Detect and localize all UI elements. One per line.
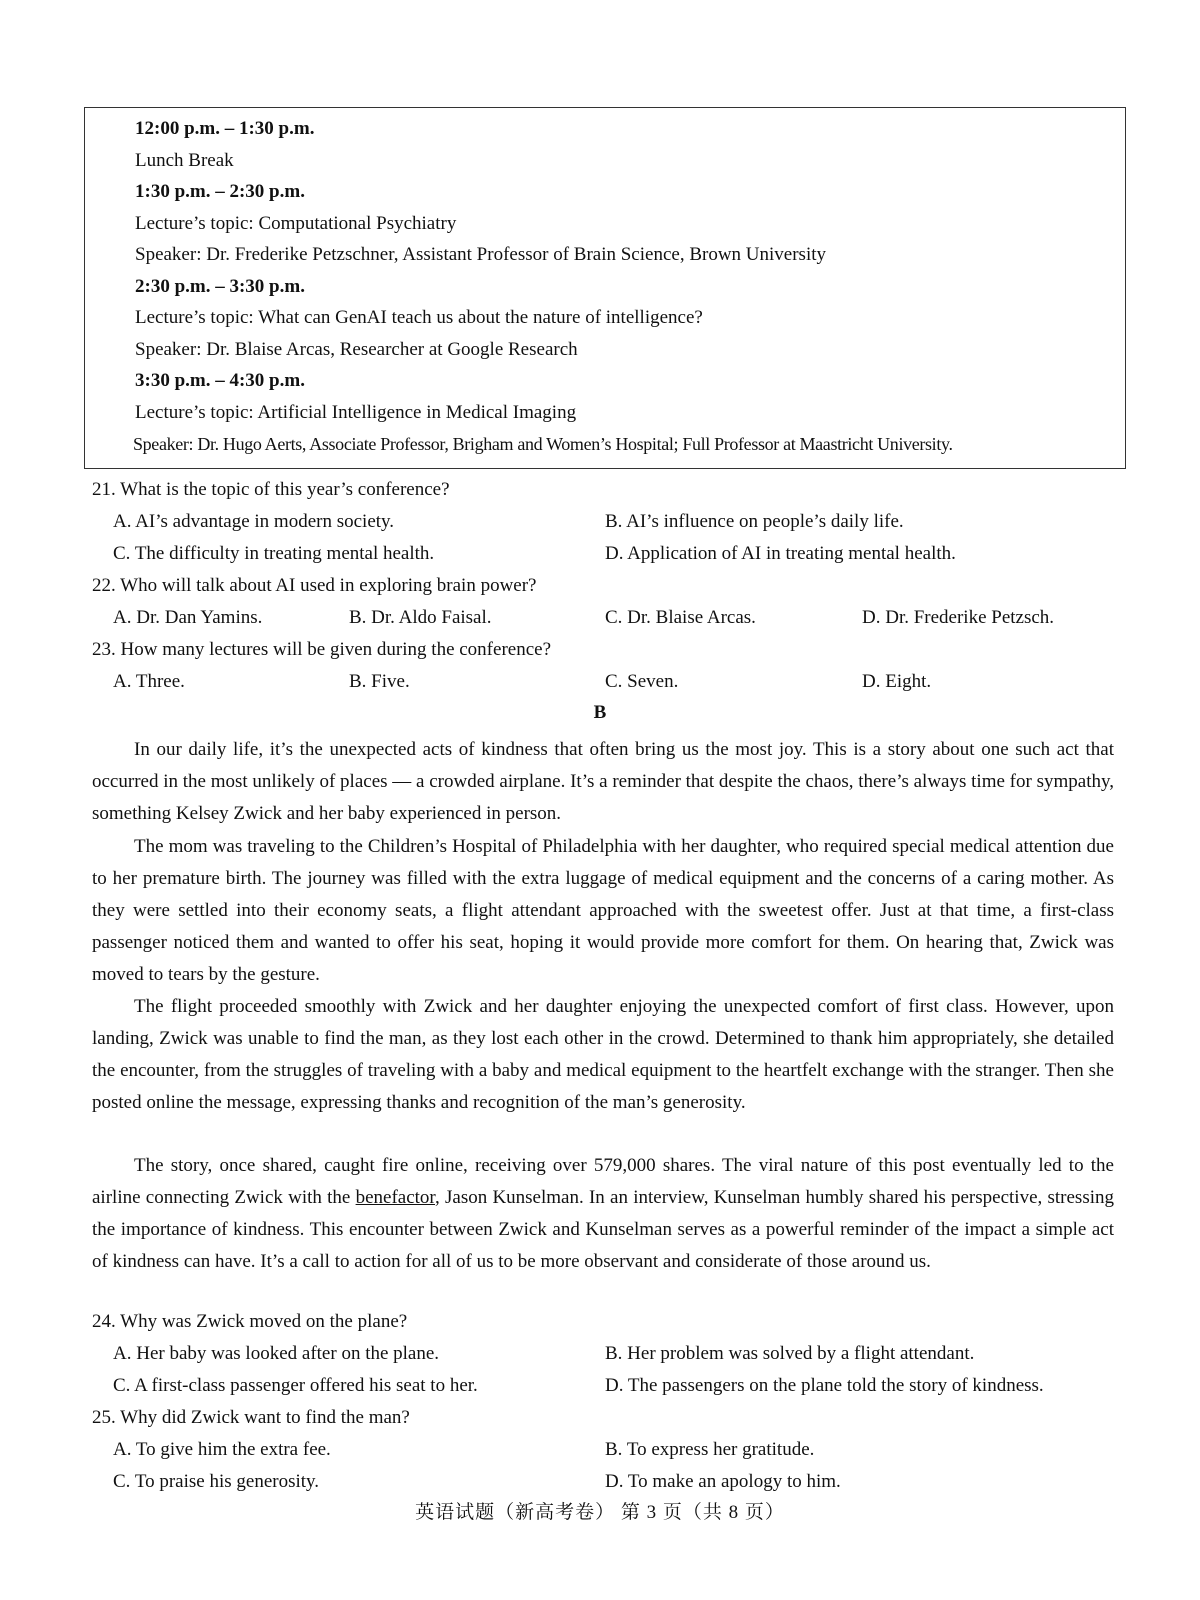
question-25-option-d: D. To make an apology to him. xyxy=(605,1471,841,1492)
passage-paragraph-3: The flight proceeded smoothly with Zwick and her daughter enjoying the unexpected comfort of first class. However, upon landing, Zwick was unable to find the man, as they lost each other in the crowd. Determined to thank him appropriately, she detailed the encounter, from the struggles of traveling with a baby and medical equipment to the heartfelt exchange with the stranger. Then she posted online the message, expressing thanks and recognition of the man’s generosity. xyxy=(92,996,1114,1113)
question-24-option-b: B. Her problem was solved by a flight attendant. xyxy=(605,1343,975,1364)
page-footer: 英语试题（新高考卷） 第 3 页（共 8 页） xyxy=(415,1502,785,1523)
question-25-option-c: C. To praise his generosity. xyxy=(113,1471,320,1492)
schedule-time-1: 12:00 p.m. – 1:30 p.m. xyxy=(135,118,315,139)
question-23-option-b: B. Five. xyxy=(349,671,410,692)
question-25-option-b: B. To express her gratitude. xyxy=(605,1439,815,1460)
schedule-speaker-3: Speaker: Dr. Blaise Arcas, Researcher at Google Research xyxy=(135,339,578,360)
question-24-option-d: D. The passengers on the plane told the story of kindness. xyxy=(605,1375,1044,1396)
schedule-table xyxy=(84,107,1126,469)
passage-paragraph-2: The mom was traveling to the Children’s Hospital of Philadelphia with her daughter, who required special medical attention due to her premature birth. The journey was filled with the extra luggage of medical equipment and the concerns of a caring mother. As they were settled into their economy seats, a flight attendant approached with the sweetest offer. Just at that time, a first-class passenger noticed them and wanted to offer his seat, hoping it would provide more comfort for them. On hearing that, Zwick was moved to tears by the gesture. xyxy=(92,836,1114,985)
schedule-topic-4: Lecture’s topic: Artificial Intelligence in Medical Imaging xyxy=(135,402,577,423)
schedule-topic-2: Lecture’s topic: Computational Psychiatry xyxy=(135,213,457,234)
question-21-stem: 21. What is the topic of this year’s conference? xyxy=(92,479,450,500)
question-21-option-a: A. AI’s advantage in modern society. xyxy=(113,511,395,532)
question-21-option-d: D. Application of AI in treating mental health. xyxy=(605,543,956,564)
schedule-topic-3: Lecture’s topic: What can GenAI teach us about the nature of intelligence? xyxy=(135,307,703,328)
schedule-time-4: 3:30 p.m. – 4:30 p.m. xyxy=(135,370,305,391)
question-23-option-d: D. Eight. xyxy=(862,671,932,692)
section-heading-b: B xyxy=(593,702,607,723)
passage-paragraph-1: In our daily life, it’s the unexpected acts of kindness that often bring us the most joy. This is a story about one such act that occurred in the most unlikely of places — a crowded airplane. It’s a reminder that despite the chaos, there’s always time for sympathy, something Kelsey Zwick and her baby experienced in person. xyxy=(92,739,1114,824)
question-21-option-c: C. The difficulty in treating mental health. xyxy=(113,543,435,564)
question-22-option-c: C. Dr. Blaise Arcas. xyxy=(605,607,756,628)
question-23-option-a: A. Three. xyxy=(113,671,185,692)
question-22-option-a: A. Dr. Dan Yamins. xyxy=(113,607,263,628)
passage-paragraph-4 xyxy=(92,1150,1114,1278)
question-22-option-d: D. Dr. Frederike Petzsch. xyxy=(862,607,1055,628)
schedule-speaker-4: Speaker: Dr. Hugo Aerts, Associate Professor, Brigham and Women’s Hospital; Full Professor at Maastricht University. xyxy=(133,434,953,454)
paragraph-4-text-before: The story, once shared, caught fire online, receiving over 579,000 shares. The viral nature of this post eventually led to the airline connecting Zwick with the xyxy=(92,1155,1114,1208)
question-25-option-a: A. To give him the extra fee. xyxy=(113,1439,331,1460)
question-24-stem: 24. Why was Zwick moved on the plane? xyxy=(92,1311,408,1332)
schedule-speaker-2: Speaker: Dr. Frederike Petzschner, Assistant Professor of Brain Science, Brown University xyxy=(135,244,827,265)
question-23-stem: 23. How many lectures will be given during the conference? xyxy=(92,639,552,660)
schedule-item-lunch: Lunch Break xyxy=(135,150,234,171)
schedule-time-2: 1:30 p.m. – 2:30 p.m. xyxy=(135,181,305,202)
question-25-stem: 25. Why did Zwick want to find the man? xyxy=(92,1407,410,1428)
schedule-time-3: 2:30 p.m. – 3:30 p.m. xyxy=(135,276,305,297)
question-22-stem: 22. Who will talk about AI used in exploring brain power? xyxy=(92,575,537,596)
question-23-option-c: C. Seven. xyxy=(605,671,679,692)
question-24-option-c: C. A first-class passenger offered his seat to her. xyxy=(113,1375,478,1396)
underlined-word-benefactor: benefactor xyxy=(355,1187,435,1208)
question-21-option-b: B. AI’s influence on people’s daily life. xyxy=(605,511,904,532)
question-24-option-a: A. Her baby was looked after on the plane. xyxy=(113,1343,440,1364)
question-22-option-b: B. Dr. Aldo Faisal. xyxy=(349,607,492,628)
paragraph-4-text-after: , Jason Kunselman. In an interview, Kunselman humbly shared his perspective, stressing the importance of kindness. This encounter between Zwick and Kunselman serves as a powerful reminder of the impact a simple act of kindness can have. It’s a call to action for all of us to be more observant and considerate of those around us. xyxy=(92,1187,1114,1272)
